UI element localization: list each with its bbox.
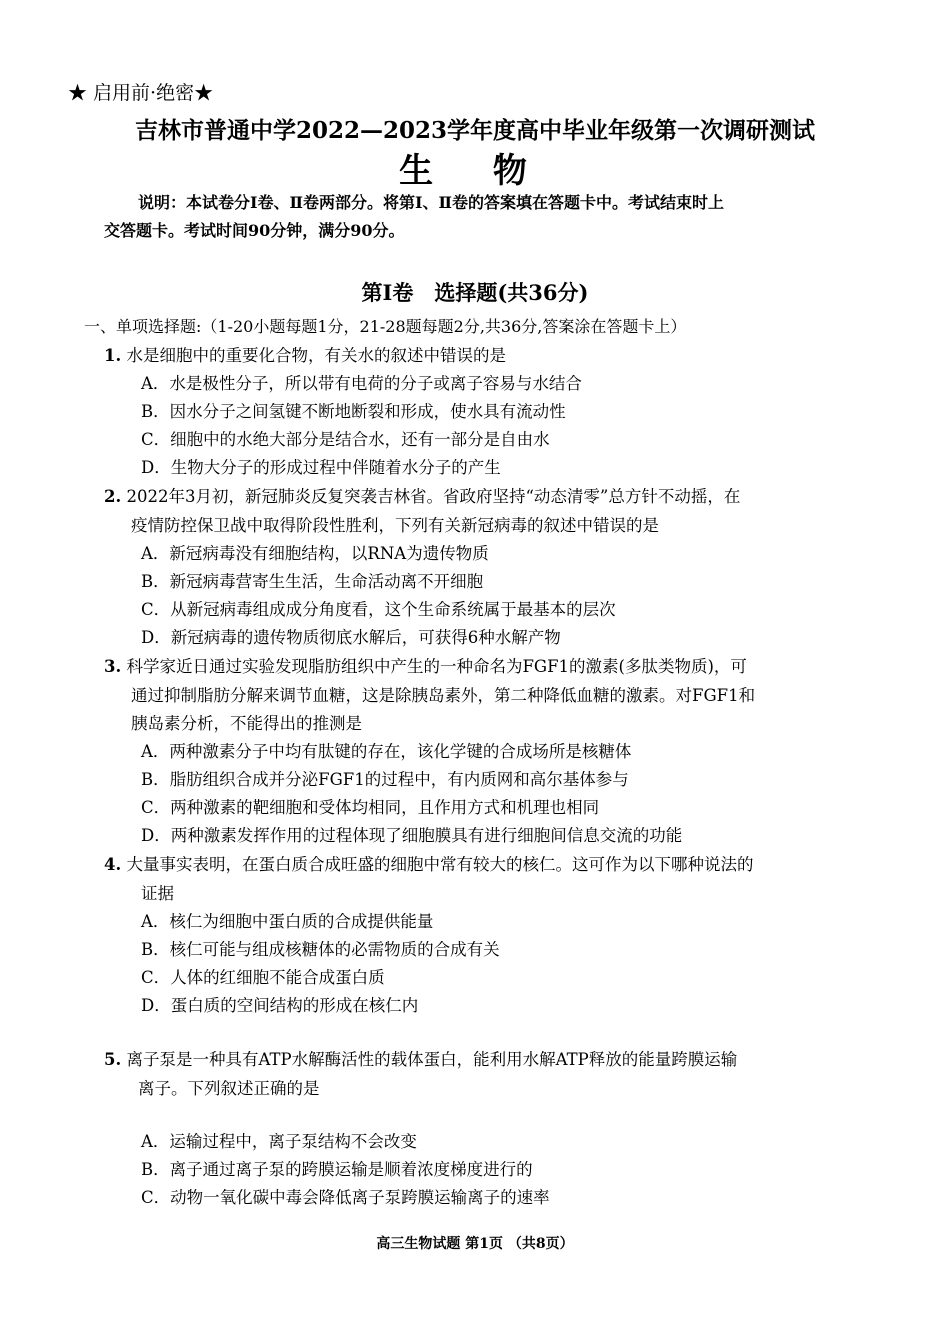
option-c: C．细胞中的水绝大部分是结合水，还有一部分是自由水 bbox=[141, 430, 550, 449]
option-c: C．从新冠病毒组成成分角度看，这个生命系统属于最基本的层次 bbox=[141, 600, 616, 619]
option-b: B．脂肪组织合成并分泌FGF1的过程中，有内质网和高尔基体参与 bbox=[141, 770, 629, 789]
question-number: 2. bbox=[104, 487, 122, 506]
question-text-continued: 胰岛素分析，不能得出的推测是 bbox=[131, 714, 362, 733]
confidential-label: ★ 启用前·绝密★ bbox=[68, 82, 214, 104]
instructions-line-2: 交答题卡。考试时间90分钟，满分90分。 bbox=[104, 221, 405, 240]
option-b: B．核仁可能与组成核糖体的必需物质的合成有关 bbox=[141, 940, 500, 959]
option-a: A．新冠病毒没有细胞结构，以RNA为遗传物质 bbox=[141, 544, 489, 563]
question-1 bbox=[104, 342, 506, 366]
option-d: D．两种激素发挥作用的过程体现了细胞膜具有进行细胞间信息交流的功能 bbox=[141, 826, 683, 845]
option-a: A．水是极性分子，所以带有电荷的分子或离子容易与水结合 bbox=[141, 374, 582, 393]
option-c: C．两种激素的靶细胞和受体均相同，且作用方式和机理也相同 bbox=[141, 798, 600, 817]
option-b: B．因水分子之间氢键不断地断裂和形成，使水具有流动性 bbox=[141, 402, 566, 421]
question-5 bbox=[104, 1046, 737, 1070]
question-text: 水是细胞中的重要化合物，有关水的叙述中错误的是 bbox=[126, 346, 506, 365]
part-heading: 一、单项选择题:（1-20小题每题1分，21-28题每题2分,共36分,答案涂在答题卡上） bbox=[84, 317, 687, 336]
question-text-continued: 证据 bbox=[141, 884, 174, 903]
question-number: 5. bbox=[104, 1050, 122, 1069]
question-text: 科学家近日通过实验发现脂肪组织中产生的一种命名为FGF1的激素(多肽类物质)，可 bbox=[126, 657, 747, 676]
section-title: 第Ⅰ卷 选择题(共36分) bbox=[361, 280, 589, 305]
page-footer: 高三生物试题 第1页 （共8页） bbox=[376, 1236, 574, 1252]
option-d: D．蛋白质的空间结构的形成在核仁内 bbox=[141, 996, 419, 1015]
question-text: 大量事实表明，在蛋白质合成旺盛的细胞中常有较大的核仁。这可作为以下哪种说法的 bbox=[126, 855, 754, 874]
question-text-continued: 通过抑制脂肪分解来调节血糖，这是除胰岛素外，第二种降低血糖的激素。对FGF1和 bbox=[131, 686, 756, 705]
option-c: C．动物一氧化碳中毒会降低离子泵跨膜运输离子的速率 bbox=[141, 1188, 550, 1207]
question-text: 离子泵是一种具有ATP水解酶活性的载体蛋白，能利用水解ATP释放的能量跨膜运输 bbox=[126, 1050, 738, 1069]
instructions-line-1: 说明：本试卷分Ⅰ卷、Ⅱ卷两部分。将第Ⅰ、Ⅱ卷的答案填在答题卡中。考试结束时上 bbox=[138, 193, 724, 212]
option-d: D．新冠病毒的遗传物质彻底水解后，可获得6种水解产物 bbox=[141, 628, 561, 647]
question-text-continued: 疫情防控保卫战中取得阶段性胜利，下列有关新冠病毒的叙述中错误的是 bbox=[131, 516, 659, 535]
question-4 bbox=[104, 851, 753, 875]
option-b: B．离子通过离子泵的跨膜运输是顺着浓度梯度进行的 bbox=[141, 1160, 533, 1179]
subject-title: 生 物 bbox=[399, 151, 551, 191]
question-2 bbox=[104, 483, 740, 507]
question-number: 3. bbox=[104, 657, 122, 676]
question-text: 2022年3月初，新冠肺炎反复突袭吉林省。省政府坚持“动态清零”总方针不动摇，在 bbox=[126, 487, 741, 506]
option-c: C．人体的红细胞不能合成蛋白质 bbox=[141, 968, 385, 987]
question-text-continued: 离子。下列叙述正确的是 bbox=[138, 1079, 320, 1098]
question-number: 4. bbox=[104, 855, 122, 874]
question-number: 1. bbox=[104, 346, 122, 365]
question-3 bbox=[104, 653, 747, 677]
option-d: D．生物大分子的形成过程中伴随着水分子的产生 bbox=[141, 458, 501, 477]
exam-title: 吉林市普通中学2022—2023学年度高中毕业年级第一次调研测试 bbox=[134, 117, 816, 144]
option-a: A．运输过程中，离子泵结构不会改变 bbox=[141, 1132, 417, 1151]
option-a: A．核仁为细胞中蛋白质的合成提供能量 bbox=[141, 912, 434, 931]
option-b: B．新冠病毒营寄生生活，生命活动离不开细胞 bbox=[141, 572, 484, 591]
option-a: A．两种激素分子中均有肽键的存在，该化学键的合成场所是核糖体 bbox=[141, 742, 632, 761]
